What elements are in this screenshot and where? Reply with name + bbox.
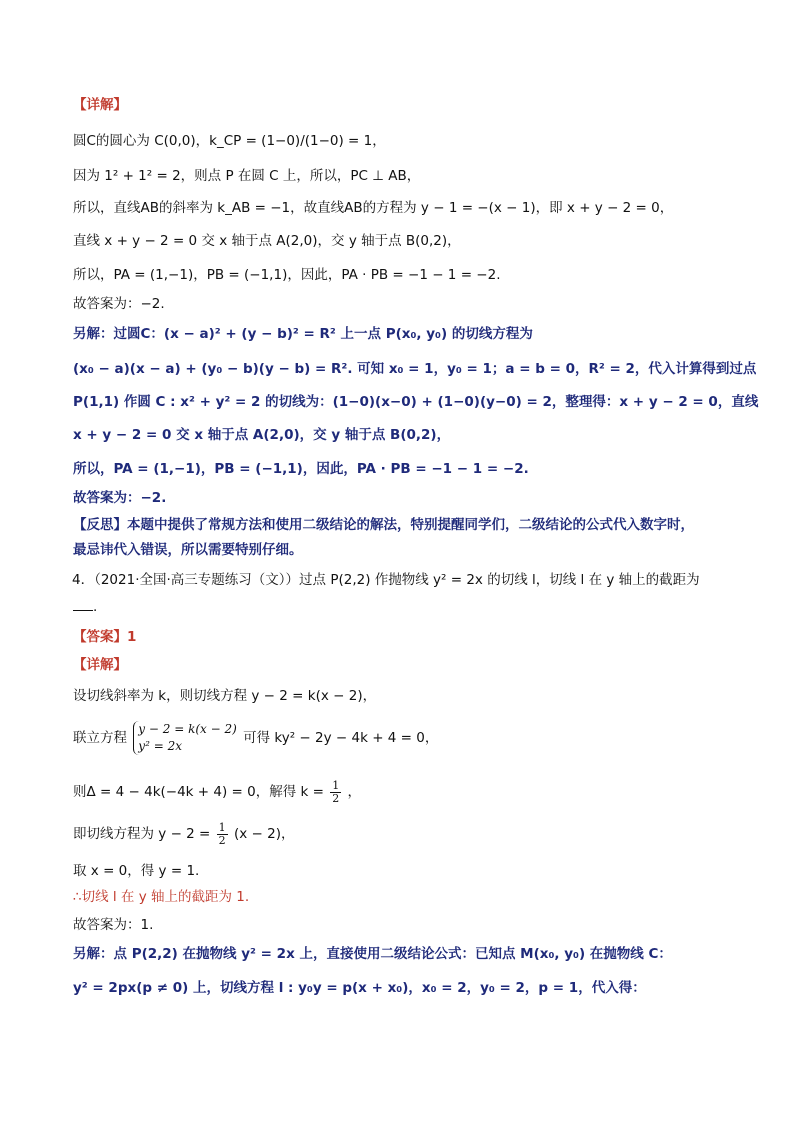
- reflection-line-1: [73, 515, 723, 535]
- detail-heading-2: [73, 655, 723, 675]
- fraction-numerator: 1: [332, 778, 340, 792]
- solution-line-slope-k: [73, 686, 723, 706]
- tangent-suffix: (x − 2)，: [233, 826, 295, 842]
- fraction-numerator: 1: [218, 820, 226, 834]
- solution-line-conclusion: [73, 887, 723, 907]
- line-text: 最忌讳代入错误，所以需要特别仔细。: [73, 542, 303, 558]
- system-prefix: 联立方程: [73, 730, 127, 746]
- line-text: 故答案为：−2.: [73, 490, 167, 506]
- delta-suffix: ，: [347, 784, 362, 800]
- line-text: 设切线斜率为 k，则切线方程 y − 2 = k(x − 2)，: [73, 688, 377, 704]
- line-text: 4．（2021·全国·高三专题练习（文））过点 P(2,2) 作抛物线 y² = 2x 的切线 l，切线 l 在 y 轴上的截距为: [72, 572, 700, 588]
- line-text: 直线 x + y − 2 = 0 交 x 轴于点 A(2,0)，交 y 轴于点 B(0,2)，: [73, 233, 461, 249]
- fraction-denominator: 2: [332, 791, 340, 805]
- delta-prefix: 则Δ = 4 − 4k(−4k + 4) = 0，解得 k =: [73, 784, 324, 800]
- line-text: 所以，PA = (1,−1)，PB = (−1,1)，因此，PA · PB = −1 − 1 = −2.: [73, 267, 501, 283]
- tangent-prefix: 即切线方程为 y − 2 =: [73, 826, 211, 842]
- solution-line-point-on-circle: [73, 166, 723, 186]
- line-text: 因为 1² + 1² = 2，则点 P 在圆 C 上，所以，PC ⊥ AB，: [73, 168, 421, 184]
- solution-line-discriminant: [73, 775, 723, 809]
- equation-system-brace: [133, 721, 237, 755]
- alt-solution-parabola-2: [73, 978, 723, 998]
- answer-heading: [73, 627, 723, 647]
- line-text: 圆C的圆心为 C(0,0)，k_CP = (1−0)/(1−0) = 1，: [73, 133, 386, 149]
- solution-line-system: [73, 718, 723, 758]
- alt-solution-parabola-1: [73, 944, 723, 964]
- line-text: 取 x = 0，得 y = 1.: [73, 863, 200, 879]
- system-equation-1: y − 2 = k(x − 2): [138, 722, 237, 736]
- question-4-stem: [72, 570, 722, 590]
- solution-line-tangent-eq: [73, 817, 723, 851]
- solution-line-dot-product: [73, 265, 723, 285]
- line-text: 【反思】本题中提供了常规方法和使用二级结论的解法，特别提醒同学们，二级结论的公式代入数字时，: [73, 517, 694, 533]
- alt-solution-dot-product: [73, 459, 723, 479]
- blank-period: .: [93, 599, 98, 615]
- system-equation-2: y² = 2x: [138, 739, 182, 753]
- answer-line-1: [73, 294, 723, 314]
- solution-line-circle-center: [73, 131, 723, 151]
- line-text: 所以，直线AB的斜率为 k_AB = −1，故直线AB的方程为 y − 1 = −(x − 1)，即 x + y − 2 = 0，: [73, 200, 674, 216]
- line-text: ∴切线 l 在 y 轴上的截距为 1.: [73, 889, 250, 905]
- line-text: 故答案为：1.: [73, 917, 154, 933]
- line-text: (x₀ − a)(x − a) + (y₀ − b)(y − b) = R². 可知 x₀ = 1，y₀ = 1；a = b = 0，R² = 2，代入计算得到过点: [73, 361, 757, 377]
- line-text: x + y − 2 = 0 交 x 轴于点 A(2,0)，交 y 轴于点 B(0,2)，: [73, 427, 451, 443]
- system-suffix: 可得 ky² − 2y − 4k + 4 = 0，: [243, 730, 439, 746]
- line-text: 【详解】: [73, 657, 127, 673]
- line-text: P(1,1) 作圆 C : x² + y² = 2 的切线为：(1−0)(x−0) + (1−0)(y−0) = 2，整理得：x + y − 2 = 0，直线: [73, 394, 759, 410]
- solution-line-slope-ab: [73, 198, 723, 218]
- alt-solution-intro: [73, 324, 723, 344]
- detail-heading-1: [73, 95, 723, 115]
- line-text: 【详解】: [73, 97, 127, 113]
- alt-solution-formula: [73, 359, 757, 379]
- reflection-line-2: [73, 540, 723, 560]
- alt-solution-intercepts: [73, 425, 723, 445]
- line-text: 故答案为：−2.: [73, 296, 165, 312]
- solution-line-intercepts: [73, 231, 723, 251]
- question-4-blank: [73, 597, 723, 617]
- line-text: 另解：点 P(2,2) 在抛物线 y² = 2x 上，直接使用二级结论公式：已知点 M(x₀, y₀) 在抛物线 C：: [73, 946, 672, 962]
- fraction-one-half: [330, 780, 341, 805]
- alt-answer-line: [73, 488, 723, 508]
- alt-solution-tangent: [73, 392, 759, 412]
- answer-line-2: [73, 915, 723, 935]
- line-text: 【答案】1: [73, 629, 137, 645]
- answer-blank: [73, 598, 93, 611]
- line-text: y² = 2px(p ≠ 0) 上，切线方程 l : y₀y = p(x + x₀)，x₀ = 2，y₀ = 2，p = 1，代入得：: [73, 980, 646, 996]
- fraction-denominator: 2: [218, 833, 226, 847]
- fraction-one-half: [217, 822, 228, 847]
- solution-line-x-zero: [73, 861, 723, 881]
- line-text: 另解：过圆C：(x − a)² + (y − b)² = R² 上一点 P(x₀, y₀) 的切线方程为: [73, 326, 533, 342]
- line-text: 所以，PA = (1,−1)，PB = (−1,1)，因此，PA · PB = −1 − 1 = −2.: [73, 461, 529, 477]
